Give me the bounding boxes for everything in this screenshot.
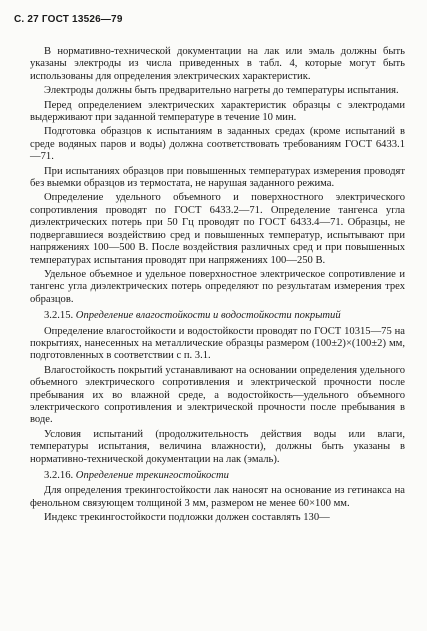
paragraph: При испытаниях образцов при повышенных температурах измерения проводят без выемки образцов из термостата, не нарушая заданного режима. bbox=[30, 165, 405, 190]
section-heading bbox=[30, 470, 405, 482]
paragraph: Электроды должны быть предварительно нагреты до температуры испытания. bbox=[44, 85, 399, 97]
paragraph: Подготовка образцов к испытаниям в заданных средах (кроме испытаний в среде водяных паров и воды) должна соответствовать требованиям ГОСТ 6433.1—71. bbox=[30, 126, 405, 163]
paragraph: Условия испытаний (продолжительность действия воды или влаги, температуры испытания, величина влажности), должны быть указаны в нормативно-технической документации на лак (эмаль). bbox=[30, 428, 405, 465]
paragraph: Определение влагостойкости и водостойкости проводят по ГОСТ 10315—75 на покрытиях, нанесенных на металлические образцы размером (100±2)×(100±2) мм, подготовленных в соответствии с п. 3.1. bbox=[30, 325, 405, 362]
section-title: Определение влагостойкости и водостойкости покрытий bbox=[75, 310, 341, 322]
paragraph: Для определения трекингостойкости лак наносят на основание из гетинакса на фенольном связующем толщиной 3 мм, размером не менее 60×100 мм. bbox=[30, 485, 405, 509]
paragraph: Влагостойкость покрытий устанавливают на основании определения удельного объемного электрического сопротивления и электрической прочности после пребывания их во влажной среде, а водостойкость—удельного объемного электрического сопротивления и электрической прочности после пребывания в воде. bbox=[30, 364, 405, 426]
paragraph: Перед определением электрических характеристик образцы с электродами выдерживают при заданной температуре в течение 10 мин. bbox=[30, 99, 405, 124]
section-title: Определение трекингостойкости bbox=[75, 470, 229, 481]
section-heading bbox=[30, 310, 405, 322]
section-number: 3.2.16. bbox=[44, 470, 74, 481]
paragraph: Удельное объемное и удельное поверхностное электрическое сопротивление и тангенс угла диэлектрических потерь определяют по результатам измерения трех образцов. bbox=[30, 268, 405, 305]
page-body bbox=[30, 46, 405, 526]
paragraph: Индекс трекингостойкости подложки должен составлять 130— bbox=[44, 512, 330, 524]
section-number: 3.2.15. bbox=[44, 310, 74, 322]
page-header: С. 27 ГОСТ 13526—79 bbox=[14, 14, 123, 25]
paragraph: Определение удельного объемного и поверхностного электрического сопротивления проводят по ГОСТ 6433.2—71. Определение тангенса угла диэлектрических потерь при 50 Гц проводят по ГОСТ 6433.4—71. Образцы, не подвергавшиеся воздействию сред и повышенных температур, испытывают при напряжениях 100—500 В. После воздействия различных сред и при повышенных температурах испытания проводят при напряжениях 100—250 В. bbox=[30, 192, 405, 266]
paragraph: В нормативно-технической документации на лак или эмаль должны быть указаны электроды из числа приведенных в табл. 4, которые могут быть использованы для определения электрических характеристик. bbox=[30, 46, 405, 82]
